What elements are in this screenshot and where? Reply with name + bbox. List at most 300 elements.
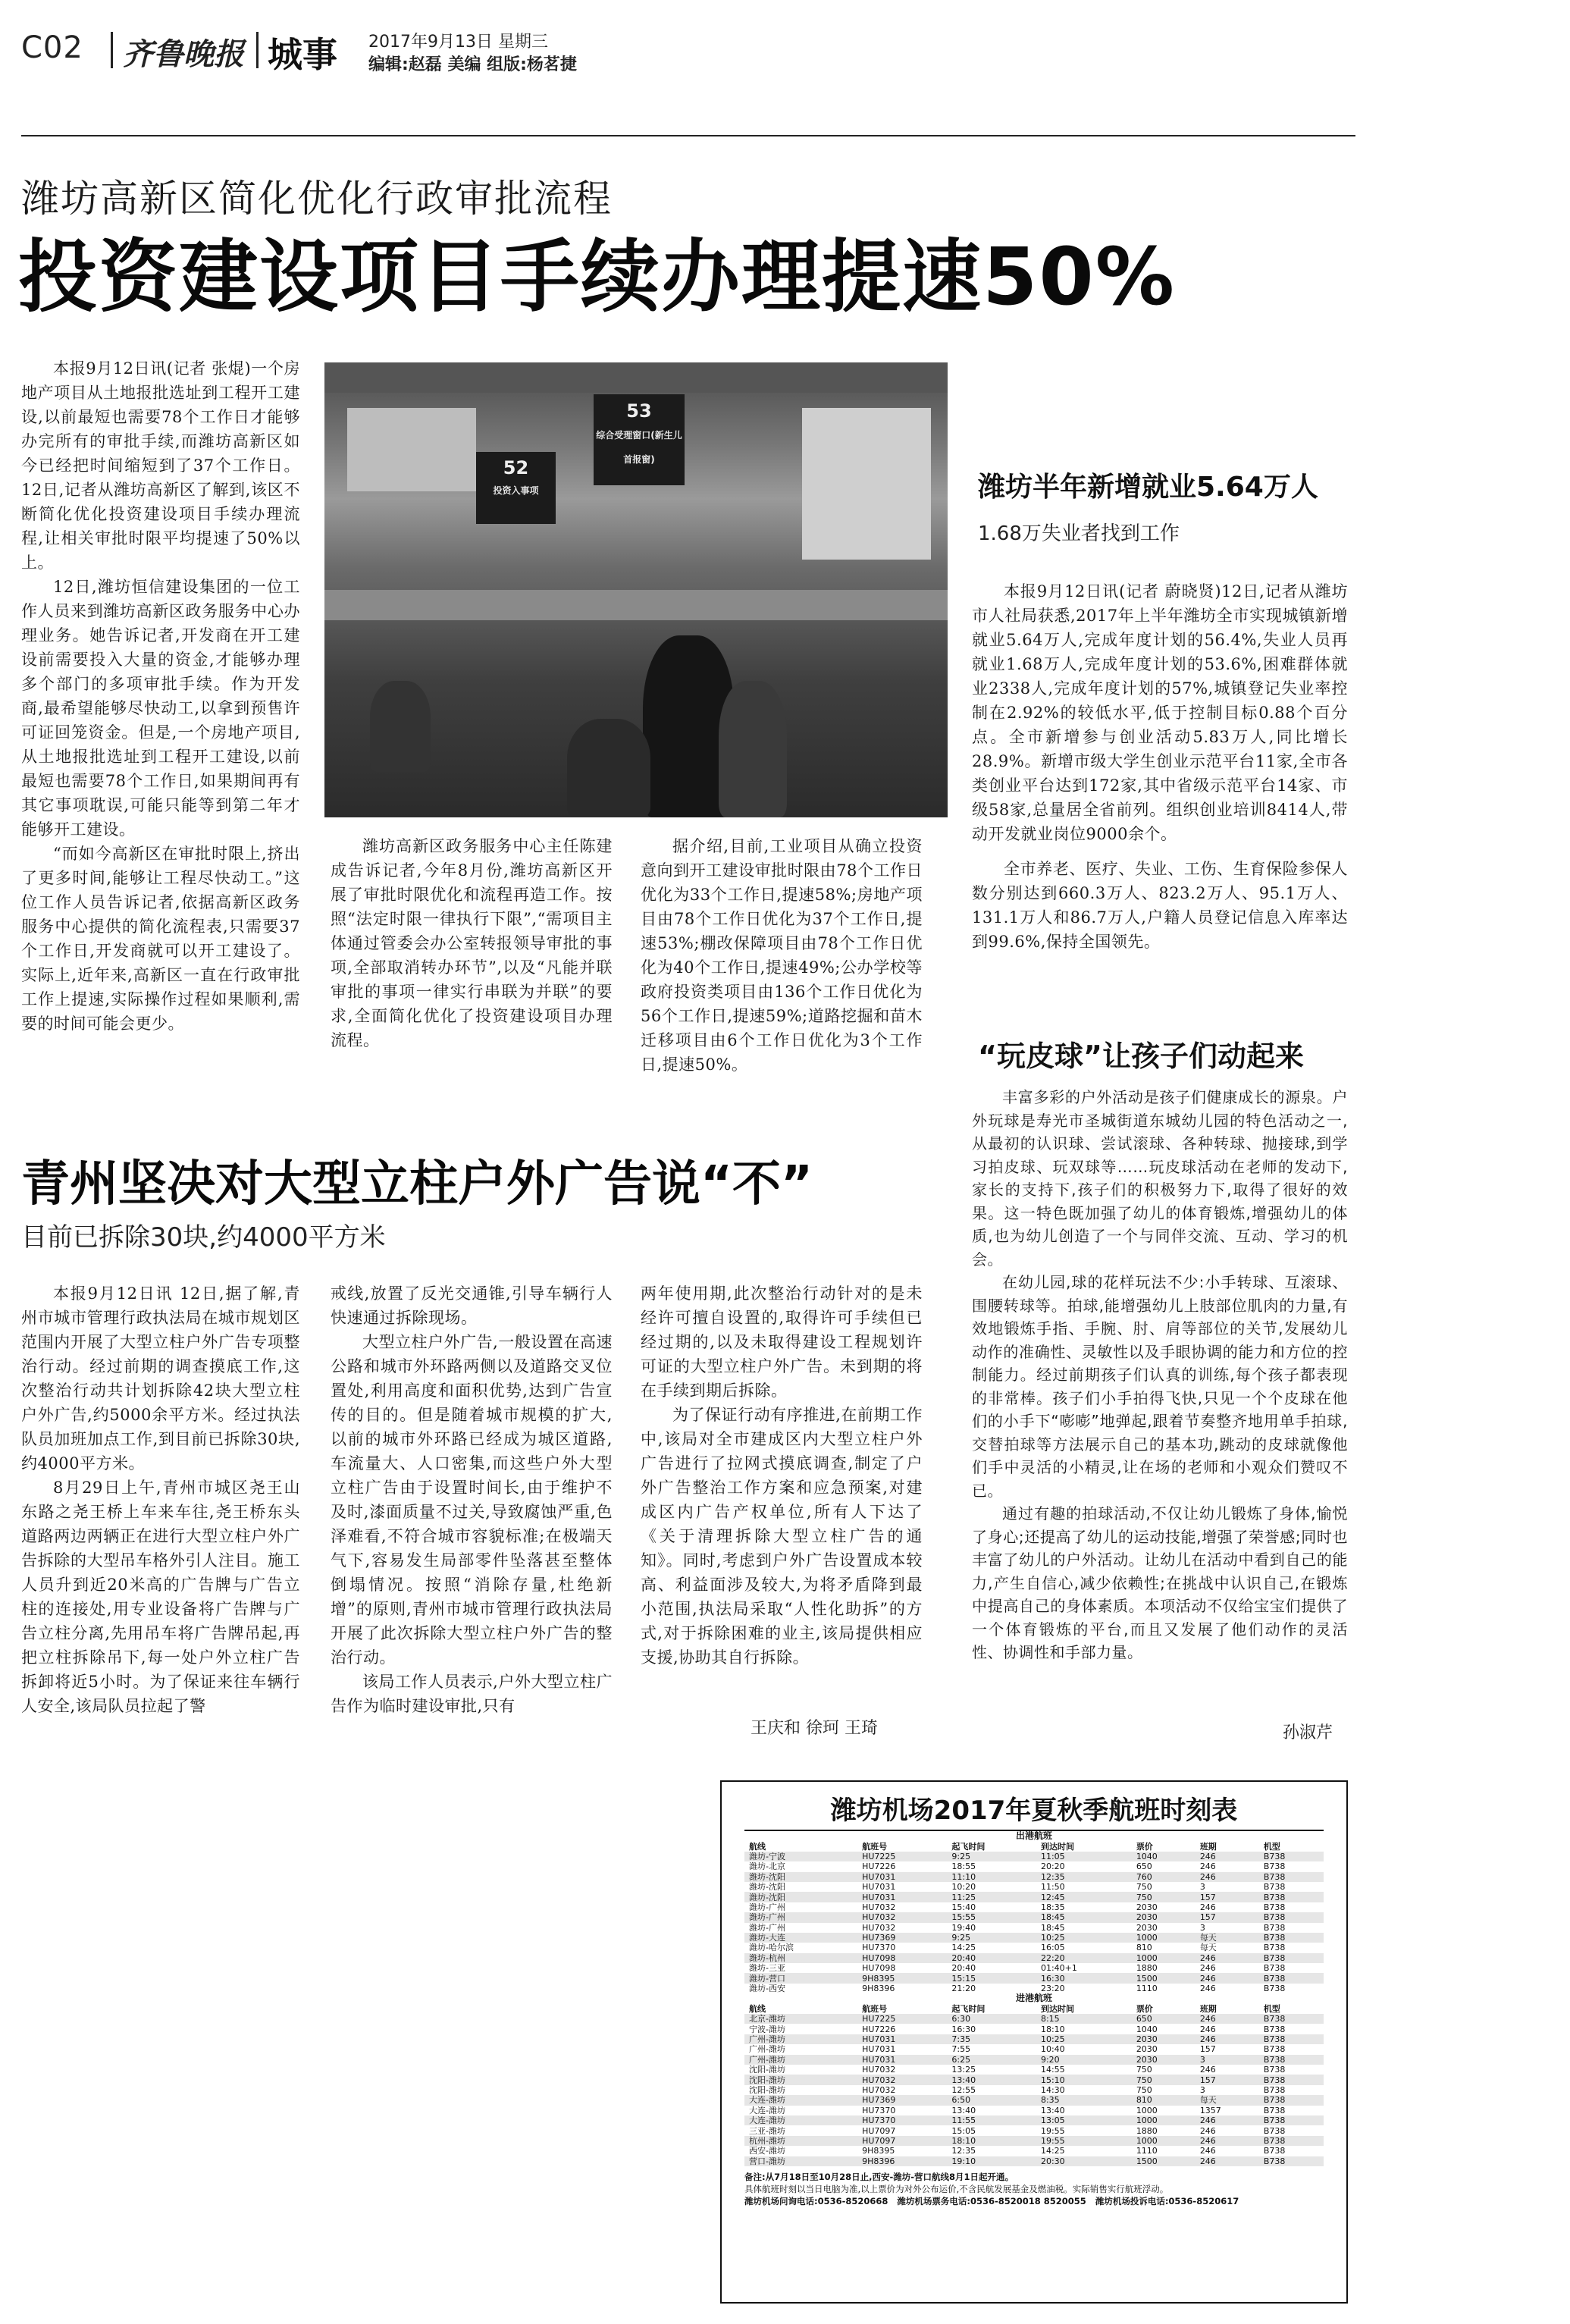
table-header-row — [744, 2004, 1324, 2014]
table-cell: 1000 — [1132, 1953, 1196, 1963]
table-cell: 15:05 — [951, 2125, 976, 2136]
story4-subhead: 目前已拆除30块,约4000平方米 — [21, 1222, 386, 1253]
table-cell: 2030 — [1136, 1902, 1158, 1912]
story3-byline: 孙淑芹 — [1283, 1723, 1333, 1742]
column-header: 机型 — [1263, 1841, 1280, 1852]
column-header: 机型 — [1263, 2003, 1280, 2014]
table-row — [744, 2075, 1324, 2084]
table-cell: 13:25 — [951, 2065, 976, 2075]
table-cell: 246 — [1196, 2034, 1259, 2044]
table-cell: 1040 — [1132, 1852, 1196, 1861]
story4-column-2 — [331, 1281, 613, 1718]
table-cell: HU7098 — [862, 1963, 896, 1974]
table-cell: 13:40 — [951, 2105, 976, 2115]
table-cell: 10:40 — [1040, 2044, 1065, 2055]
story3-headline: “玩皮球”让孩子们动起来 — [978, 1040, 1304, 1073]
column-header: 到达时间 — [1040, 2003, 1074, 2014]
table-cell: 6:25 — [947, 2055, 1036, 2065]
table-cell: B738 — [1263, 1861, 1286, 1872]
table-cell: 750 — [1132, 1892, 1196, 1902]
table-cell: HU7097 — [857, 2136, 947, 2146]
column-header: 班期 — [1199, 2003, 1217, 2014]
table-cell: B738 — [1263, 2125, 1286, 2136]
column-header: 起飞时间 — [951, 1841, 986, 1852]
story1-column-1 — [21, 356, 300, 1036]
flight-table — [744, 1831, 1324, 2166]
airport-contacts: 潍坊机场问询电话:0536-8520668 潍坊机场票务电话:0536-8520018 8520055 潍坊机场投诉电话:0536-8520617 — [744, 2195, 1239, 2206]
table-cell: HU7031 — [857, 1892, 947, 1902]
table-cell: 10:25 — [1036, 1933, 1132, 1943]
table-cell: HU7225 — [857, 1852, 947, 1861]
table-cell: 潍坊-杭州 — [744, 1953, 857, 1963]
table-cell: 15:40 — [951, 1902, 976, 1912]
table-cell: HU7032 — [862, 1902, 896, 1912]
table-cell: HU7098 — [857, 1953, 947, 1963]
section-title: 城事 — [268, 34, 337, 75]
table-cell: 7:55 — [951, 2044, 971, 2055]
story1-paragraph: 12日,潍坊恒信建设集团的一位工作人员来到潍坊高新区政务服务中心办理业务。她告诉记者,开发商在开工建设前需要投入大量的资金,才能够办理多个部门的多项审批手续。作为开发商,最希望能够尽快动工,以拿到预售许可证回笼资金。但是,一个房地产项目,从土地报批选址到工程开工建设,以前最短也需要78个工作日,如果期间再有其它事项耽误,可能只能等到第二年才能够开工建设。 — [21, 578, 300, 839]
table-cell: 157 — [1196, 1912, 1259, 1922]
window-label: 综合受理窗口(新生儿首报窗) — [596, 430, 682, 465]
timetable-note: 具体航班时刻以当日电脑为准,以上票价为对外公布运价,不含民航发展基金及燃油税。实际销售实行航班浮动。 — [744, 2183, 1169, 2194]
table-row — [744, 1933, 1324, 1943]
table-cell: 宁波-潍坊 — [749, 2024, 785, 2034]
table-cell: 9H8396 — [862, 1984, 895, 1994]
header-rule — [21, 135, 1355, 136]
table-cell: 三亚-潍坊 — [749, 2125, 785, 2136]
table-cell: HU7370 — [862, 2105, 896, 2115]
table-cell: B738 — [1263, 1902, 1286, 1912]
table-cell: 18:10 — [1040, 2024, 1065, 2034]
table-cell: HU7370 — [857, 2115, 947, 2125]
table-cell: 2030 — [1132, 1912, 1196, 1922]
table-cell: 157 — [1196, 2075, 1259, 2084]
window-sign — [594, 394, 685, 485]
table-cell: 246 — [1199, 2146, 1216, 2156]
table-row — [744, 1953, 1324, 1963]
table-cell: 西安-潍坊 — [749, 2146, 785, 2156]
table-cell: 沈阳-潍坊 — [744, 2075, 857, 2084]
table-cell: 9H8396 — [857, 2156, 947, 2166]
table-cell: 18:45 — [1040, 1922, 1065, 1933]
table-cell: 16:30 — [1036, 1973, 1132, 1983]
table-cell: 潍坊-广州 — [749, 1922, 785, 1933]
table-cell: 21:20 — [951, 1984, 976, 1994]
table-cell: 潍坊-沈阳 — [744, 1872, 857, 1882]
table-row — [744, 1882, 1324, 1892]
table-cell: 13:05 — [1036, 2115, 1132, 2125]
story1-paragraph: “而如今高新区在审批时限上,挤出了更多时间,能够让工程尽快动工。”这位工作人员告诉记者,依据高新区政务服务中心提供的简化流程表,只需要37个工作日,开发商就可以开工建设了。实际上,近年来,高新区一直在行政审批工作上提速,实际操作过程如果顺利,需要的时间可能会更少。 — [21, 845, 300, 1033]
table-row — [744, 1963, 1324, 1973]
table-cell: 18:10 — [947, 2136, 1036, 2146]
table-cell: 6:30 — [947, 2014, 1036, 2024]
column-header: 票价 — [1136, 2003, 1153, 2014]
timetable-note: 备注:从7月18日至10月28日止,西安-潍坊-营口航线8月1日起开通。 — [744, 2171, 1014, 2182]
table-row — [744, 2085, 1324, 2095]
table-cell: 1110 — [1136, 2146, 1158, 2156]
story2-lead-paragraph: 本报9月12日讯(记者 蔚晓贤)12日,记者从潍坊市人社局获悉,2017年上半年潍坊全市实现城镇新增就业5.64万人,完成年度计划的56.4%,失业人员再就业1.68万人,完成年度计划的53.6%,困难群体就业2338人,完成年度计划的57%,城镇登记失业率控制在2.92%的较低水平,低于控制目标0.88个百分点。全市新增参与创业活动5.83万人,同比增长28.9%。新增市级大学生创业示范平台11家,全市各类创业平台达到172家,其中省级示范平台14家、市级58家,总量居全省前列。组织创业培训8414人,带动开发就业岗位9000余个。 — [972, 582, 1348, 843]
window-label: 投资入事项 — [493, 485, 539, 496]
table-cell: 大连-潍坊 — [744, 2095, 857, 2105]
table-cell: 246 — [1199, 2065, 1216, 2075]
table-cell: 157 — [1199, 2044, 1216, 2055]
table-cell: 8:35 — [1036, 2095, 1132, 2105]
table-cell: 15:15 — [947, 1973, 1036, 1983]
story1-column-3 — [641, 834, 923, 1077]
column-header: 航线 — [749, 2003, 766, 2014]
table-cell: 19:40 — [951, 1922, 976, 1933]
story4-paragraph: 大型立柱户外广告,一般设置在高速公路和城市外环路两侧以及道路交叉位置处,利用高度和面积优势,达到广告宣传的目的。但是随着城市规模的扩大,以前的城市外环路已经成为城区道路,车流量大、人口密集,而这些户外大型立柱广告由于设置时间长,由于维护不及时,漆面质量不过关,导致腐蚀严重,色泽难看,不符合城市容貌标准;在极端天气下,容易发生局部零件坠落甚至整体倒塌情况。按照“消除存量,杜绝新增”的原则,青州市城市管理行政执法局开展了此次拆除大型立柱户外广告的整治行动。 — [331, 1333, 613, 1667]
story4-paragraph: 该局工作人员表示,户外大型立柱广告作为临时建设审批,只有 — [331, 1673, 613, 1715]
table-cell: 潍坊-北京 — [749, 1861, 785, 1872]
story1-paragraph: 潍坊高新区政务服务中心主任陈建成告诉记者,今年8月份,潍坊高新区开展了审批时限优化和流程再造工作。按照“法定时限一律执行下限”,“需项目主体通过管委会办公室转报领导审批的事项,全部取消转办环节”,以及“凡能并联审批的事项一律实行串联为并联”的要求,全面简化优化了投资建设项目办理流程。 — [331, 837, 613, 1049]
table-row — [744, 1912, 1324, 1922]
table-cell: 23:20 — [1040, 1984, 1065, 1994]
table-cell: 650 — [1132, 2014, 1196, 2024]
table-cell: 1000 — [1132, 1933, 1196, 1943]
table-cell: 3 — [1196, 2055, 1259, 2065]
story2-body — [972, 579, 1348, 954]
column-header: 票价 — [1136, 1841, 1153, 1852]
table-cell: HU7370 — [862, 1943, 896, 1953]
table-cell: 1000 — [1132, 2136, 1196, 2146]
table-cell: 北京-潍坊 — [744, 2014, 857, 2024]
table-cell: 246 — [1196, 2115, 1259, 2125]
issue-date: 2017年9月13日 星期三 — [368, 33, 548, 52]
table-cell: 12:55 — [951, 2084, 976, 2095]
table-cell: B738 — [1259, 1973, 1324, 1983]
table-row — [744, 1973, 1324, 1983]
table-cell: 潍坊-宁波 — [744, 1852, 857, 1861]
table-row — [744, 1852, 1324, 1861]
table-cell: 14:25 — [951, 1943, 976, 1953]
table-cell: 750 — [1136, 2084, 1152, 2095]
table-row — [744, 2065, 1324, 2075]
table-cell: 9H8395 — [857, 1973, 947, 1983]
table-row — [744, 2106, 1324, 2115]
table-cell: 16:05 — [1040, 1943, 1065, 1953]
table-cell: 6:50 — [947, 2095, 1036, 2105]
column-header: 航线 — [749, 1841, 766, 1852]
table-cell: B738 — [1263, 2044, 1286, 2055]
table-cell: 11:55 — [947, 2115, 1036, 2125]
table-cell: 广州-潍坊 — [744, 2055, 857, 2065]
table-cell: 14:25 — [1040, 2146, 1065, 2156]
table-cell: 246 — [1199, 1984, 1216, 1994]
story4-paragraph: 8月29日上午,青州市城区尧王山东路之尧王桥上车来车往,尧王桥东头道路两边两辆正在进行大型立柱户外广告拆除的大型吊车格外引人注目。施工人员升到近20米高的广告牌与广告立柱的连接处,用专业设备将广告牌与广告立柱分离,先用吊车将广告牌吊起,再把立柱拆除吊下,每一处户外立柱广告拆卸将近5小时。为了保证来往车辆行人安全,该局队员拉起了警 — [21, 1479, 300, 1715]
story1-lead-paragraph: 本报9月12日讯(记者 张焜)一个房地产项目从土地报批选址到工程开工建设,以前最短也需要78个工作日才能够办完所有的审批手续,而潍坊高新区如今已经把时间缩短到了37个工作日。12日,记者从潍坊高新区了解到,该区不断简化优化投资建设项目手续办理流程,让相关审批时限平均提速了50%以上。 — [21, 359, 300, 572]
table-cell: HU7032 — [857, 1912, 947, 1922]
masthead — [21, 21, 1355, 82]
story4-column-3 — [641, 1281, 923, 1670]
table-cell: B738 — [1259, 2095, 1324, 2105]
table-cell: 15:10 — [1036, 2075, 1132, 2084]
table-cell: 2030 — [1136, 2044, 1158, 2055]
table-cell: 2030 — [1132, 2034, 1196, 2044]
table-cell: HU7097 — [862, 2125, 896, 2136]
table-cell: B738 — [1259, 2136, 1324, 2146]
table-cell: B738 — [1259, 1872, 1324, 1882]
table-row — [744, 1902, 1324, 1912]
table-cell: 810 — [1132, 2095, 1196, 2105]
table-cell: 1500 — [1132, 2156, 1196, 2166]
table-cell: B738 — [1263, 1984, 1286, 1994]
table-cell: B738 — [1259, 1852, 1324, 1861]
column-header: 班期 — [1199, 1841, 1217, 1852]
table-cell: 杭州-潍坊 — [744, 2136, 857, 2146]
table-cell: 3 — [1199, 1922, 1205, 1933]
table-cell: 246 — [1199, 2125, 1216, 2136]
table-cell: HU7032 — [862, 2084, 896, 2095]
table-cell: 01:40+1 — [1040, 1963, 1077, 1974]
table-cell: 潍坊-沈阳 — [749, 1882, 785, 1893]
flight-timetable — [720, 1780, 1348, 2304]
table-cell: HU7031 — [862, 1882, 896, 1893]
table-cell: 14:30 — [1040, 2084, 1065, 2095]
table-cell: 潍坊-三亚 — [749, 1963, 785, 1974]
table-cell: 9:20 — [1036, 2055, 1132, 2065]
table-cell: 16:30 — [951, 2024, 976, 2034]
table-cell: HU7032 — [857, 2075, 947, 2084]
table-cell: B738 — [1263, 2084, 1286, 2095]
table-cell: 9H8395 — [862, 2146, 895, 2156]
table-cell: 13:40 — [1040, 2105, 1065, 2115]
table-cell: 18:35 — [1040, 1902, 1065, 1912]
table-cell: 12:45 — [1036, 1892, 1132, 1902]
timetable-title: 潍坊机场2017年夏秋季航班时刻表 — [830, 1796, 1238, 1826]
table-cell: 20:30 — [1036, 2156, 1132, 2166]
table-cell: HU7031 — [862, 2044, 896, 2055]
table-row — [744, 2095, 1324, 2105]
table-cell: 11:10 — [947, 1872, 1036, 1882]
table-cell: 沈阳-潍坊 — [749, 2065, 785, 2075]
table-cell: 15:55 — [947, 1912, 1036, 1922]
table-cell: 潍坊-大连 — [744, 1933, 857, 1943]
table-header-row — [744, 1841, 1324, 1851]
column-header: 到达时间 — [1040, 1841, 1074, 1852]
table-cell: 20:40 — [947, 1953, 1036, 1963]
table-cell: 2030 — [1136, 1922, 1158, 1933]
table-cell: 650 — [1136, 1861, 1152, 1872]
section-label: 出港航班 — [1015, 1830, 1052, 1842]
table-cell: B738 — [1259, 1933, 1324, 1943]
table-cell: B738 — [1263, 1943, 1286, 1953]
story3-body — [972, 1086, 1348, 1664]
table-row — [744, 1872, 1324, 1882]
table-cell: 10:20 — [951, 1882, 976, 1893]
table-cell: 3 — [1199, 2084, 1205, 2095]
table-cell: 246 — [1196, 1872, 1259, 1882]
table-cell: 246 — [1196, 1973, 1259, 1983]
table-cell: 246 — [1196, 1852, 1259, 1861]
story3-paragraph: 丰富多彩的户外活动是孩子们健康成长的源泉。户外玩球是寿光市圣城街道东城幼儿园的特色活动之一,从最初的认识球、尝试滚球、各种转球、抛接球,到学习拍皮球、玩双球等……玩皮球活动在老师的发动下,家长的支持下,孩子们的积极努力下,取得了很好的效果。这一特色既加强了幼儿的体育锻炼,增强幼儿的体质,也为幼儿创造了一个与同伴交流、互动、学习的机会。 — [972, 1088, 1348, 1269]
story1-column-2 — [331, 834, 613, 1052]
table-cell: 潍坊-广州 — [744, 1912, 857, 1922]
table-cell: 12:35 — [1036, 1872, 1132, 1882]
table-cell: HU7031 — [857, 1872, 947, 1882]
table-cell: 潍坊-营口 — [744, 1973, 857, 1983]
table-cell: 19:10 — [947, 2156, 1036, 2166]
table-cell: HU7032 — [862, 1922, 896, 1933]
window-number: 53 — [626, 400, 652, 422]
table-row — [744, 2055, 1324, 2065]
table-cell: HU7226 — [862, 1861, 896, 1872]
table-row — [744, 2024, 1324, 2034]
table-cell: 潍坊-沈阳 — [744, 1892, 857, 1902]
story4-column-1 — [21, 1281, 300, 1718]
story4-byline: 王庆和 徐珂 王琦 — [751, 1719, 878, 1738]
column-header: 起飞时间 — [951, 2003, 986, 2014]
story2-subhead: 1.68万失业者找到工作 — [978, 522, 1180, 545]
table-cell: 每天 — [1196, 1933, 1259, 1943]
table-cell: B738 — [1259, 1953, 1324, 1963]
table-cell: B738 — [1263, 1922, 1286, 1933]
column-header: 航班号 — [862, 2003, 888, 2014]
table-cell: 13:40 — [947, 2075, 1036, 2084]
table-cell: 大连-潍坊 — [749, 2105, 785, 2115]
table-row — [744, 1892, 1324, 1902]
table-cell: 18:45 — [1036, 1912, 1132, 1922]
table-row — [744, 2146, 1324, 2156]
table-cell: 8:15 — [1036, 2014, 1132, 2024]
table-cell: 12:35 — [951, 2146, 976, 2156]
table-cell: 10:25 — [1036, 2034, 1132, 2044]
table-cell: 广州-潍坊 — [749, 2044, 785, 2055]
table-cell: 11:50 — [1040, 1882, 1065, 1893]
table-cell: 7:35 — [947, 2034, 1036, 2044]
table-cell: 每天 — [1199, 1943, 1217, 1953]
table-cell: 750 — [1136, 2065, 1152, 2075]
window-sign — [476, 452, 556, 524]
table-cell: B738 — [1263, 2105, 1286, 2115]
page-number: C02 — [21, 30, 83, 65]
table-cell: B738 — [1259, 2115, 1324, 2125]
table-cell: 1040 — [1136, 2024, 1158, 2034]
table-cell: 9:25 — [947, 1852, 1036, 1861]
table-cell: 潍坊-广州 — [749, 1902, 785, 1912]
table-row — [744, 1923, 1324, 1933]
table-cell: 每天 — [1196, 2095, 1259, 2105]
story4-lead-paragraph: 本报9月12日讯 12日,据了解,青州市城市管理行政执法局在城市规划区范围内开展了大型立柱户外广告专项整治行动。经过前期的调查摸底工作,这次整治行动共计划拆除42块大型立柱户外广告,约5000余平方米。经过执法队员加班加点工作,到目前已拆除30块,约4000平方米。 — [21, 1284, 300, 1472]
table-row — [744, 2115, 1324, 2125]
story3-paragraph: 在幼儿园,球的花样玩法不少:小手转球、互滚球、围腰转球等。拍球,能增强幼儿上肢部位肌肉的力量,有效地锻炼手指、手腕、肘、肩等部位的关节,发展幼儿动作的准确性、灵敏性以及手眼协调的能力和方位的控制能力。经过前期孩子们认真的训练,每个孩子都表现的非常棒。孩子们小手拍得飞快,只见一个个皮球在他们的小手下“嘭嘭”地弹起,跟着节奏整齐地用单手拍球,交替拍球等方法展示自己的基本功,跳动的皮球就像他们手中灵活的小精灵,让在场的老师和小观众们赞叹不已。 — [972, 1273, 1348, 1500]
table-cell: HU7032 — [862, 2065, 896, 2075]
story4-paragraph: 戒线,放置了反光交通锥,引导车辆行人快速通过拆除现场。 — [331, 1284, 613, 1327]
table-cell: 18:55 — [951, 1861, 976, 1872]
story1-paragraph: 据介绍,目前,工业项目从确立投资意向到开工建设审批时限由78个工作日优化为33个工作日,提速58%;房地产项目由78个工作日优化为37个工作日,提速53%;棚改保障项目由78个工作日优化为40个工作日,提速49%;公办学校等政府投资类项目由136个工作日优化为56个工作日,提速59%;道路挖掘和苗木迁移项目由6个工作日优化为3个工作日,提速50%。 — [641, 837, 923, 1074]
table-cell: 22:20 — [1036, 1953, 1132, 1963]
table-cell: 810 — [1136, 1943, 1152, 1953]
table-row — [744, 2044, 1324, 2054]
story4-headline: 青州坚决对大型立柱户外广告说“不” — [21, 1156, 813, 1212]
table-row — [744, 2156, 1324, 2166]
table-cell: B738 — [1259, 2156, 1324, 2166]
table-cell: 246 — [1196, 2014, 1259, 2024]
table-cell: B738 — [1263, 2065, 1286, 2075]
table-cell: 1880 — [1136, 2125, 1158, 2136]
table-cell: 20:20 — [1040, 1861, 1065, 1872]
table-cell: 760 — [1132, 1872, 1196, 1882]
table-cell: 潍坊-哈尔滨 — [749, 1943, 794, 1953]
table-cell: B738 — [1263, 1963, 1286, 1974]
table-cell: 246 — [1199, 1902, 1216, 1912]
table-row — [744, 2034, 1324, 2044]
table-row — [744, 1943, 1324, 1952]
table-cell: 潍坊-西安 — [749, 1984, 785, 1994]
table-cell: 750 — [1132, 2075, 1196, 2084]
table-row — [744, 2125, 1324, 2135]
story2-headline: 潍坊半年新增就业5.64万人 — [978, 472, 1318, 503]
column-header: 航班号 — [862, 1841, 888, 1852]
table-cell: 246 — [1199, 2024, 1216, 2034]
table-cell: 19:55 — [1040, 2125, 1065, 2136]
table-cell: 19:55 — [1036, 2136, 1132, 2146]
table-cell: HU7031 — [857, 2034, 947, 2044]
table-cell: 9:25 — [947, 1933, 1036, 1943]
table-cell: 1500 — [1132, 1973, 1196, 1983]
table-cell: 246 — [1199, 1963, 1216, 1974]
table-cell: B738 — [1263, 2146, 1286, 2156]
table-cell: HU7226 — [862, 2024, 896, 2034]
table-cell: 157 — [1196, 1892, 1259, 1902]
table-cell: 沈阳-潍坊 — [749, 2084, 785, 2095]
editor-credits: 编辑:赵磊 美编 组版:杨茗捷 — [368, 55, 577, 74]
window-number: 52 — [503, 457, 529, 478]
table-cell: HU7225 — [857, 2014, 947, 2024]
table-cell: 1880 — [1136, 1963, 1158, 1974]
table-cell: 246 — [1199, 1861, 1216, 1872]
table-cell: 1357 — [1199, 2105, 1221, 2115]
table-cell: 3 — [1199, 1882, 1205, 1893]
table-cell: 1000 — [1132, 2115, 1196, 2125]
table-cell: 大连-潍坊 — [744, 2115, 857, 2125]
story4-paragraph: 为了保证行动有序推进,在前期工作中,该局对全市建成区内大型立柱户外广告进行了拉网式摸底调查,制定了户外广告整治工作方案和应急预案,对建成区内广告产权单位,所有人下达了《关于清理拆除大型立柱广告的通知》。同时,考虑到户外广告设置成本较高、利益面涉及较大,为将矛盾降到最小范围,执法局采取“人性化助拆”的方式,对于拆除困难的业主,该局提供相应支援,协助其自行拆除。 — [641, 1406, 923, 1667]
table-cell: HU7369 — [857, 2095, 947, 2105]
table-cell: HU7369 — [857, 1933, 947, 1943]
table-cell: 2030 — [1132, 2055, 1196, 2065]
table-cell: 1000 — [1136, 2105, 1158, 2115]
story1-kicker: 潍坊高新区简化优化行政审批流程 — [21, 177, 613, 221]
story4-paragraph: 两年使用期,此次整治行动针对的是未经许可擅自设置的,取得许可手续但已经过期的,以及未取得建设工程规划许可证的大型立柱户外广告。未到期的将在手续到期后拆除。 — [641, 1284, 923, 1400]
table-cell: 广州-潍坊 — [744, 2034, 857, 2044]
table-cell: B738 — [1259, 1912, 1324, 1922]
table-row — [744, 2014, 1324, 2024]
table-cell: B738 — [1263, 1882, 1286, 1893]
story3-paragraph: 通过有趣的拍球活动,不仅让幼儿锻炼了身体,愉悦了身心;还提高了幼儿的运动技能,增强了荣誉感;同时也丰富了幼儿的户外活动。让幼儿在活动中看到自己的能力,产生自信心,减少依赖性;在挑战中认识自己,在锻炼中提高自己的身体素质。本项活动不仅给宝宝们提供了一个体育锻炼的平台,而且又发展了他们动作的灵活性、协调性和手部力量。 — [972, 1504, 1348, 1661]
table-cell: 14:55 — [1040, 2065, 1065, 2075]
story1-headline: 投资建设项目手续办理提速50% — [18, 231, 1176, 323]
table-cell: B738 — [1259, 2055, 1324, 2065]
story2-paragraph: 全市养老、医疗、失业、工伤、生育保险参保人数分别达到660.3万人、823.2万人、95.1万人、131.1万人和86.7万人,户籍人员登记信息入库率达到99.6%,保持全国领先。 — [972, 860, 1348, 951]
table-row — [744, 1861, 1324, 1871]
table-row — [744, 2136, 1324, 2146]
service-hall-photo — [324, 362, 948, 817]
table-cell: 11:05 — [1036, 1852, 1132, 1861]
table-cell: HU7031 — [857, 2055, 947, 2065]
table-cell: 营口-潍坊 — [744, 2156, 857, 2166]
table-cell: 750 — [1136, 1882, 1152, 1893]
table-cell: 20:40 — [951, 1963, 976, 1974]
table-cell: 246 — [1196, 2136, 1259, 2146]
table-cell: B738 — [1259, 2075, 1324, 2084]
table-cell: 1110 — [1136, 1984, 1158, 1994]
table-cell: B738 — [1259, 2014, 1324, 2024]
section-label: 进港航班 — [1015, 1993, 1052, 2004]
newspaper-logo: 齐鲁晚报 — [123, 36, 244, 72]
table-cell: B738 — [1259, 2034, 1324, 2044]
table-cell: 246 — [1196, 1953, 1259, 1963]
table-cell: B738 — [1263, 2024, 1286, 2034]
